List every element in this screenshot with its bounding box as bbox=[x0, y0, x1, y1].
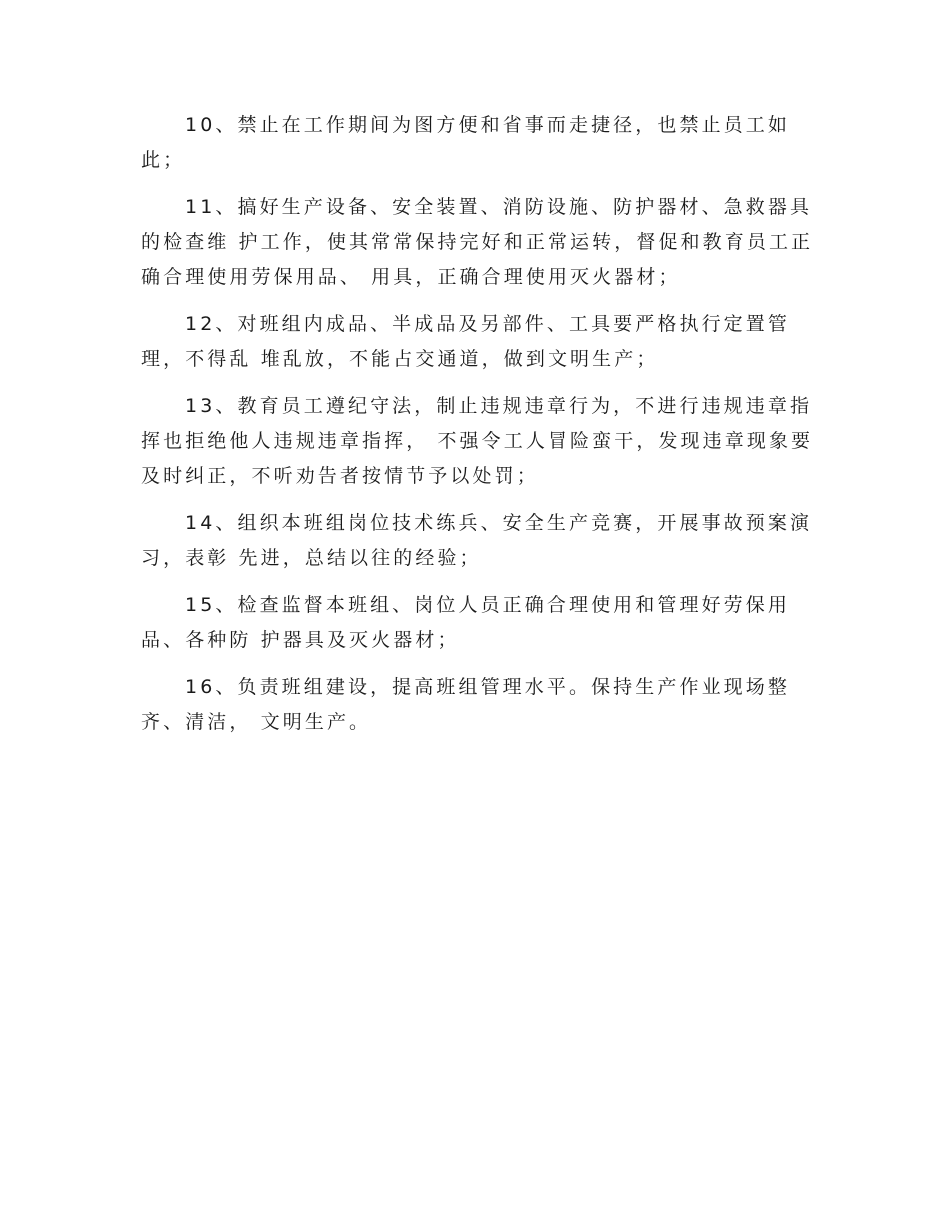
paragraph-line: 确合理使用劳保用品、 用具，正确合理使用灭火器材； bbox=[141, 266, 681, 288]
paragraph-line: 13、教育员工遵纪守法，制止违规违章行为，不进行违规违章指 bbox=[185, 395, 813, 417]
document-body bbox=[141, 108, 814, 752]
paragraph-item-14 bbox=[141, 506, 813, 576]
paragraph-line: 理，不得乱 堆乱放，不能占交通道，做到文明生产； bbox=[141, 348, 659, 370]
paragraph-line: 品、各种防 护器具及灭火器材； bbox=[141, 629, 460, 651]
paragraph-item-11 bbox=[141, 190, 814, 295]
paragraph-line: 12、对班组内成品、半成品及另部件、工具要严格执行定置管 bbox=[185, 313, 790, 335]
paragraph-line: 齐、清洁， 文明生产。 bbox=[141, 711, 372, 733]
paragraph-line: 10、禁止在工作期间为图方便和省事而走捷径，也禁止员工如 bbox=[185, 114, 790, 136]
paragraph-line: 挥也拒绝他人违规违章指挥， 不强令工人冒险蛮干，发现违章现象要 bbox=[141, 430, 814, 452]
paragraph-line: 此； bbox=[141, 149, 186, 171]
paragraph-item-12 bbox=[141, 307, 809, 377]
paragraph-item-10 bbox=[141, 108, 809, 178]
paragraph-line: 16、负责班组建设，提高班组管理水平。保持生产作业现场整 bbox=[185, 676, 790, 698]
paragraph-line: 的检查维 护工作，使其常常保持完好和正常运转，督促和教育员工正 bbox=[141, 231, 814, 253]
paragraph-item-13 bbox=[141, 389, 814, 494]
paragraph-item-15 bbox=[141, 588, 809, 658]
paragraph-line: 及时纠正，不听劝告者按情节予以处罚； bbox=[141, 465, 539, 487]
paragraph-line: 习，表彰 先进，总结以往的经验； bbox=[141, 547, 482, 569]
paragraph-line: 11、搞好生产设备、安全装置、消防设施、防护器材、急救器具 bbox=[185, 196, 813, 218]
paragraph-item-16 bbox=[141, 670, 809, 740]
paragraph-line: 14、组织本班组岗位技术练兵、安全生产竞赛，开展事故预案演 bbox=[185, 512, 813, 534]
paragraph-line: 15、检查监督本班组、岗位人员正确合理使用和管理好劳保用 bbox=[185, 594, 790, 616]
